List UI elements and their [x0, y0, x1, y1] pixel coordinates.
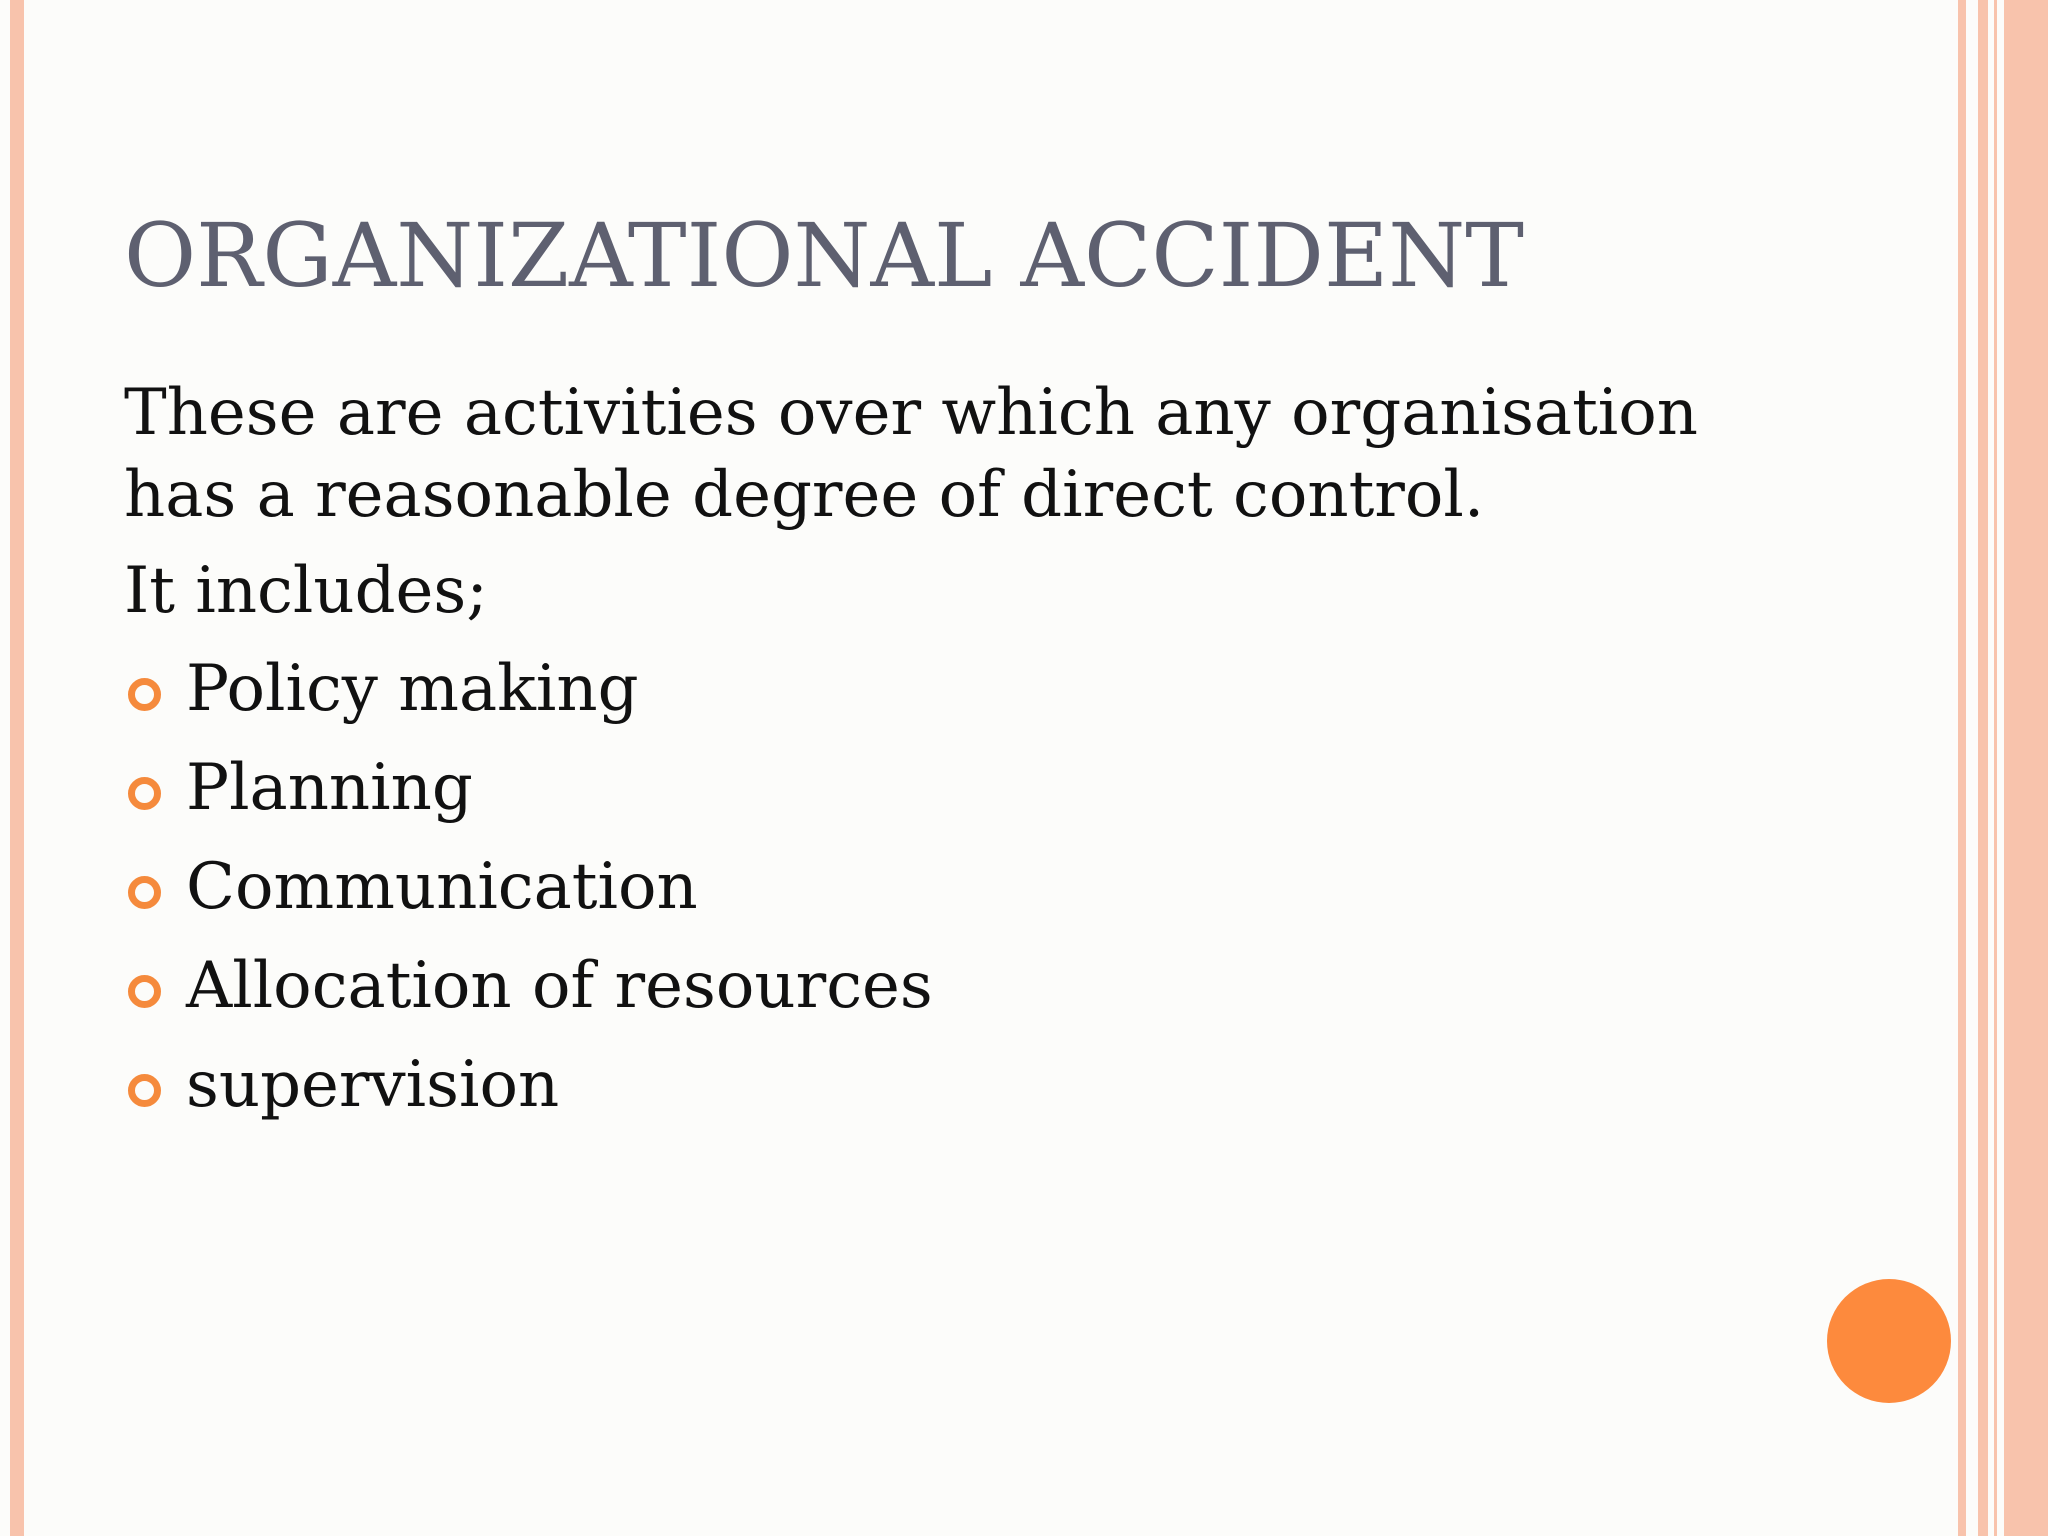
orange-circle-icon	[1827, 1279, 1951, 1403]
bullet-label: Communication	[186, 850, 698, 924]
intro-line: has a reasonable degree of direct control.	[124, 458, 1485, 532]
bullet-list	[124, 648, 1884, 1143]
bullet-item	[124, 1044, 1884, 1143]
right-border-stripe	[1978, 0, 1988, 1536]
ring-bullet-icon	[128, 1074, 161, 1107]
intro-paragraph	[124, 372, 1884, 536]
bullet-label: Allocation of resources	[186, 949, 933, 1023]
intro-line: These are activities over which any organisation	[124, 376, 1698, 450]
bullet-label: Planning	[186, 751, 473, 825]
ring-bullet-icon	[128, 876, 161, 909]
bullet-item	[124, 846, 1884, 945]
right-border-stripe	[1994, 0, 1997, 1536]
right-border-stripe	[1958, 0, 1966, 1536]
ring-bullet-icon	[128, 777, 161, 810]
bullet-item	[124, 747, 1884, 846]
bullet-label: Policy making	[186, 652, 639, 726]
ring-bullet-icon	[128, 678, 161, 711]
slide-body	[124, 372, 1884, 1143]
slide-title: ORGANIZATIONAL ACCIDENT	[124, 204, 1524, 307]
bullet-item	[124, 945, 1884, 1044]
left-border-stripe	[10, 0, 24, 1536]
bullet-item	[124, 648, 1884, 747]
bullet-label: supervision	[186, 1048, 560, 1122]
includes-label: It includes;	[124, 554, 488, 628]
right-border-stripe	[2004, 0, 2048, 1536]
ring-bullet-icon	[128, 975, 161, 1008]
